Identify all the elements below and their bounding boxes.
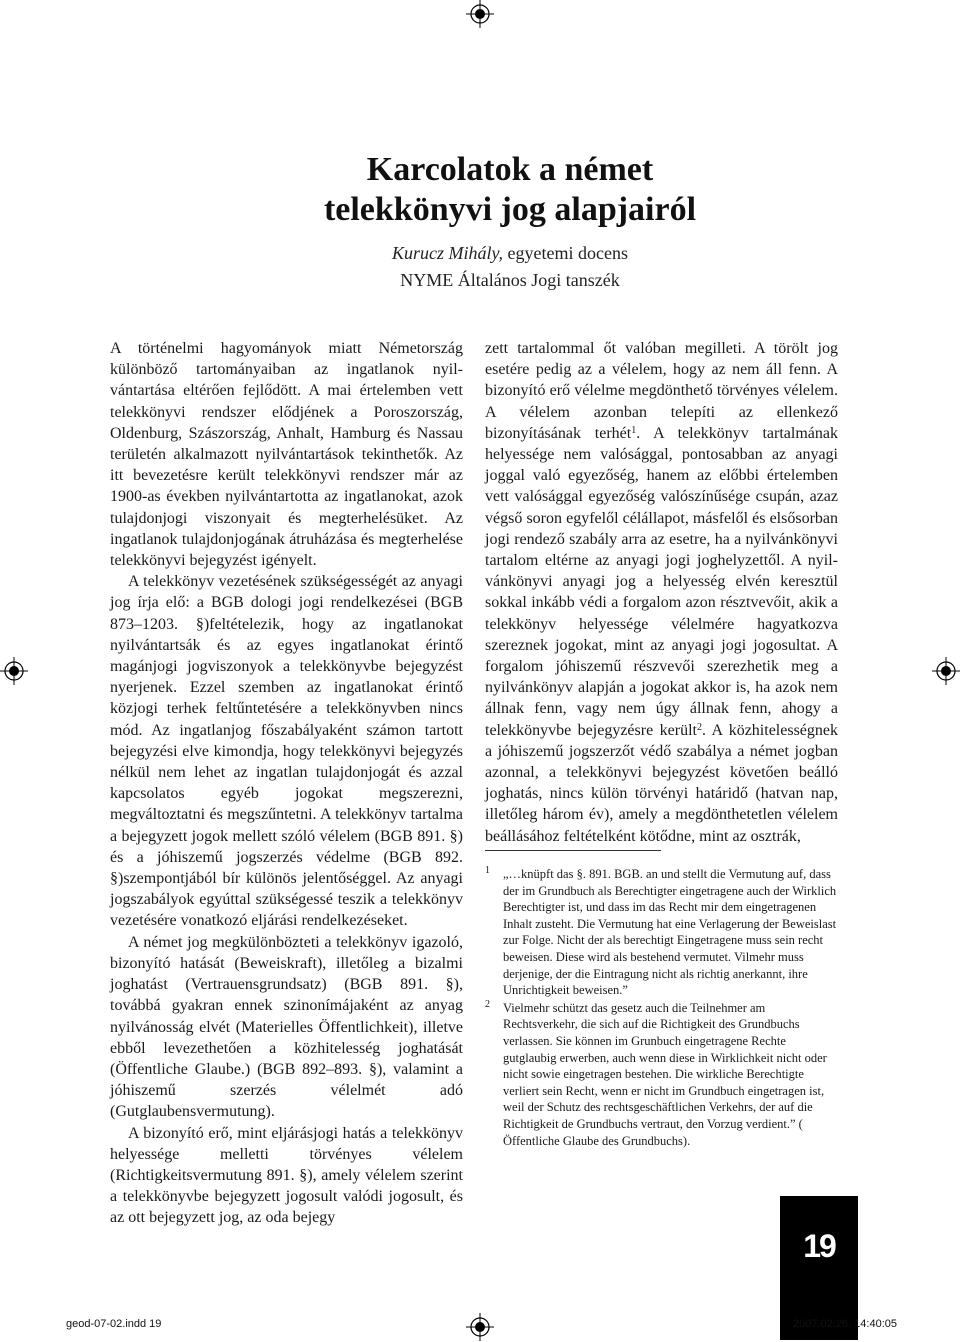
right-column (485, 338, 838, 847)
registration-mark-icon (466, 0, 494, 28)
footnote-number: 1 (485, 865, 490, 876)
author-role: egyetemi docens (507, 243, 628, 263)
slug-date: 2007.02.26. 14:40:05 (793, 1318, 897, 1330)
footnote-2 (485, 1000, 838, 1149)
slug-file: geod-07-02.indd 19 (66, 1318, 162, 1330)
paragraph-3: A német jog megkülönbözteti a telekkönyv igazoló, bizonyító hatását (Beweiskraft), illetőleg a bizalmi joghatást (Vertrauensgrundsatz) (BGB 891. §), továbbá gyakran ennek szinonímájaként az anyag nyilvánosság elvét (Materielles Öffentlichkeit), illetve ebből levezethetően a közhitelesség joghatását (Öffentliche Glaube.) (BGB 892–893. §), valamint a jóhiszemű szerzés vélelmét adó (Gutglaubensvermutung). (110, 933, 463, 1121)
article-header (150, 150, 870, 294)
footnote-text: „…knüpft das §. 891. BGB. an und stellt die Vermutung auf, dass der im Grundbuch als Berechtigter eingetragene auch der Wirklich Berechtigter ist, und dass im das Recht mir dem eingetragenen Inhalt zusteht. Die Vermutung hat eine Verlagerung der Beweislast zur Folge. Nicht der als berechtigt Eingetragene muss sein recht beweisen. Diese wird als bestehend vermutet. Vilmehr muss derjenige, der die Eintragung nicht als richtig anerkannt, ihre Unrichtigkeit beweisen.” (503, 867, 837, 998)
left-column (110, 338, 463, 1229)
footnotes (485, 866, 838, 1150)
footnote-text: Vielmehr schützt das gesetz auch die Teilnehmer am Rechtsverkehr, die sich auf die Richtigkeit des Grundbuchs verlassen. Sie können im Grunbuch eingetragene Rechte gutglaubig erwerben, auch wenn diese in Wirklichkeit nicht oder nicht sowie eingetragen bestehen. Die wirkliche Berechtigte verliert sein Recht, wenn er nicht im Grundbuch eingetragen ist, weil der Schutz des rechtsgeschäftlichen Verkehrs, der auf die Richtigkeit de Grundbuchs vertraut, den Vorzug verdient.” ( Öffentliche Glaube des Grundbuchs). (503, 1000, 827, 1148)
title-line-2: telekkönyvi jog alapjairól (323, 191, 697, 228)
footnote-divider (485, 850, 661, 851)
footnote-number: 2 (485, 998, 490, 1010)
paragraph-2: A telekkönyv vezetésének szükségességét az anyagi jog írja elő: a BGB dologi jogi rendelkezései (BGB 873–1203. §)feltételezik, hogy az ingatlanokat nyilvántartsák és az egyes ingatlanokat érintő magánjogi jogviszonyok a telekkönyvbe bejegyzést nyerjenek. Ezzel szemben az ingatlanokat érintő közjogi terhek feltűntetésére a telekkönyvben nincs mód. Az ingatlanjog főszabályaként számon tartott bejegyzési elve kimondja, hogy telekkönyvi bejegyzés nélkül nem lehet az ingatlan tulajdonjogát és azzal kapcsolatos egyéb jogokat megszerezni, megváltoztatni és megszűntetni. A telekkönyv tartalma a bejegyzett jogok mellett szóló vélelem (BGB 891. §) és a jóhiszemű jogszerzés védelme (BGB 892. §)szempontjából bír különös jelentőséggel. Az anyagi jogszabályok egyúttal szükségessé teszik a telekkönyv vezetésére vonatkozó eljárási rendelkezéseket. (110, 573, 463, 930)
title-line-1: Karcolatok a német (366, 151, 654, 188)
paragraph-1: A történelmi hagyományok miatt Németország különböző tartományaiban az ingatlanok nyilvántartása eltérően fejlődött. A mai értelemben vett telekkönyvi rendszer elődjének a Poroszország, Oldenburg, Szászország, Anhalt, Hamburg és Nassau területén alkalmazott nyilvántartások tekinthetők. Az itt bevezetésre került telekkönyvi rendszer már az 1900-as években nyilvántartotta az ingatlanokat, azok tulajdonjogi viszonyait és megterhelésüket. Az ingatlanok tulajdonjogának átruházása és megterhelése telekkönyvi bejegyzést igényelt. (110, 340, 463, 570)
footnote-ref-2[interactable]: 2 (696, 721, 702, 733)
article-title (150, 150, 870, 230)
registration-mark-icon (466, 1313, 494, 1341)
footnote-1 (485, 866, 838, 999)
footnote-ref-1[interactable]: 1 (631, 424, 637, 436)
author-line (150, 240, 870, 267)
registration-mark-icon (932, 657, 960, 685)
author-name: Kurucz Mihály, (392, 243, 504, 263)
paragraph-5-part-c: . A közhitelességnek a jóhiszemű jogszerzőt védő szabálya a német jogban azonnal, a telekkönyvi bejegyzést követően beálló joghatás, nincs külön törvényi határidő (hatvan nap, illetőleg három év), amely a megdönthetetlen vélelem beállásához feltételként kötődne, mint az osztrák, (485, 721, 838, 845)
paragraph-5-part-a: zett tartalommal őt valóban megilleti. A törölt jog esetére pedig az a vélelem, hogy az nem áll fenn. A bizonyító erő vélelme megdönthető törvényes vélelem. A vélelem azonban telepíti az ellenkező bizonyításának terhét (485, 340, 838, 442)
page-number: 19 (780, 1196, 858, 1340)
paragraph-4: A bizonyító erő, mint eljárásjogi hatás a telekkönyv helyessége melletti törvényes vélelem (Richtigkeitsvermutung 891. §), amely vélelem szerint a telekkönyvbe bejegyzett jogosult valódi jogosult, és az ott bejegyzett jog, az oda bejegy (110, 1124, 463, 1227)
paragraph-5-part-b: . A telekkönyv tartalmának helyessége nem valósággal, pontosabban az anyagi joggal való egyezőség, hanem az előbbi értelemben vett valósággal egyezőség valószínűsége csupán, azaz végső soron egyfelől célállapot, másfelől és elsősorban jogi rendező szabály arra az esetre, ha a nyilvánkönyvi tartalom eltérne az anyagi jogi joghelyzettől. A nyilvánkönyvi anyagi jog a helyesség elvén keresztül sokkal inkább védi a forgalom azon résztvevőit, akik a telekkönyv helyessége vélelmére hagyatkozva szereznek jogokat, mint az anyagi jogi jogosultat. A forgalom jóhiszemű részvevői szerezhetik meg a nyilvánkönyv alapján a jogokat akkor is, ha azok nem állnak fenn, vagy nem úgy állnak fenn, ahogy a telekkönyvbe bejegyzésre került (485, 424, 839, 739)
paragraph-5 (485, 338, 838, 847)
registration-mark-icon (0, 657, 28, 685)
department: NYME Általános Jogi tanszék (400, 270, 620, 290)
